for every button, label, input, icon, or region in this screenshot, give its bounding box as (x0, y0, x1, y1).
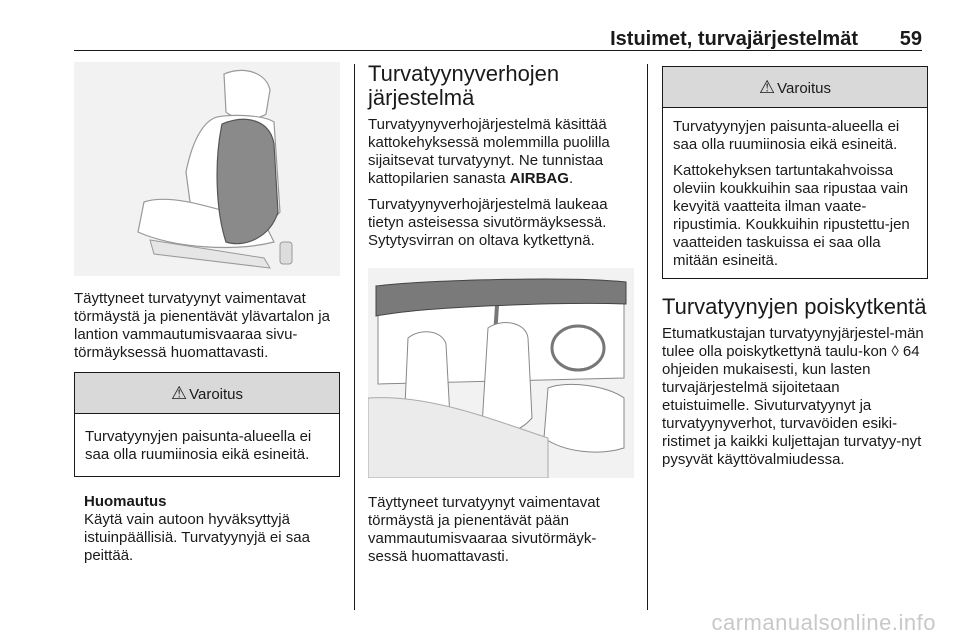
warning-title-2: Varoitus (777, 80, 832, 97)
warning-text-2: Kattokehyksen tartuntakahvoissa oleviin koukkuihin saa ripustaa vain kevyitä vaatteita ilman vaate-ripustimia. Koukkuihin ripustettu-jen vaatteiden taskuissa ei saa olla mitään esineitä. (673, 162, 910, 269)
warning-body (75, 414, 339, 476)
watermark: carmanualsonline.info (711, 610, 936, 635)
curtain-airbag-illustration (368, 268, 634, 478)
page-reference-icon: ◊ (891, 343, 899, 360)
deactivation-text-1: Etumatkustajan turvatyynyjärjestel-män tulee olla poiskytkettynä taulu-kon (662, 325, 924, 360)
column-1 (74, 62, 340, 565)
warning-text-1: Turvatyynyjen paisunta-alueella ei saa olla ruumiinosia eikä esineitä. (673, 118, 900, 153)
running-header-title: Istuimet, turvajärjestelmät (610, 28, 858, 50)
header-rule (74, 50, 922, 51)
seat-side-airbag-drawing (74, 62, 340, 276)
column-3 (662, 62, 928, 469)
warning-header-2 (663, 67, 927, 108)
section-title-curtain-airbags: Turvatyynyverhojen järjestelmä (368, 61, 560, 110)
warning-box-2 (662, 66, 928, 279)
column-divider-2 (647, 64, 648, 610)
note-title: Huomautus (84, 493, 167, 510)
deactivation-paragraph (662, 325, 928, 469)
deactivation-text-2: 64 ohjeiden mukaisesti, kun lasten turvajärjestelmä sijoitetaan etuistuimelle. Sivuturvatyynyt ja turvatyynyverhot, turvavöiden esiki-ristimet ja kaikki kuljettajan turvatyy-nyt pysyvät käyttövalmiudessa. (662, 343, 922, 468)
warning-body-2 (663, 108, 927, 278)
curtain-airbag-paragraph-2: Turvatyynyverhojärjestelmä laukeaa tietyn asteisessa sivutörmäyksessä. Sytytysvirran on oltava kytkettynä. (368, 196, 608, 249)
seat-airbag-illustration (74, 62, 340, 276)
page-number: 59 (899, 28, 922, 50)
warning-text: Turvatyynyjen paisunta-alueella ei saa olla ruumiinosia eikä esineitä. (85, 428, 312, 463)
warning-title: Varoitus (189, 386, 244, 403)
paragraph-1-end: . (568, 170, 574, 187)
car-interior-curtain-airbag-drawing (368, 268, 634, 478)
section-title-airbag-deactivation: Turvatyynyjen poiskytkentä (662, 294, 927, 319)
airbag-keyword: AIRBAG (509, 170, 569, 187)
column-divider-1 (354, 64, 355, 610)
warning-box (74, 372, 340, 477)
note-text: Käytä vain autoon hyväksyttyjä istuinpäällisiä. Turvatyynyjä ei saa peittää. (84, 511, 310, 564)
curtain-airbag-paragraph-1 (368, 116, 634, 188)
warning-header (75, 373, 339, 414)
note-block (74, 493, 340, 565)
warning-icon-2: ⚠ (758, 77, 776, 97)
figure-caption: Täyttyneet turvatyynyt vaimentavat törmäystä ja pienentävät ylävartalon ja lantion vammautumisvaaraa sivu-törmäyksessä huomattavasti. (74, 290, 330, 361)
warning-icon: ⚠ (170, 383, 188, 403)
paragraph-1-text: Turvatyynyverhojärjestelmä käsittää kattokehyksessä molemmilla puolilla sijaitsevat turvatyynyt. Ne tunnistaa kattopilarien sanasta (368, 116, 610, 187)
column-2 (368, 62, 634, 566)
figure-caption-2: Täyttyneet turvatyynyt vaimentavat törmäystä ja pienentävät pään vammautumisvaaraa sivutörmäyk-sessä huomattavasti. (368, 494, 600, 565)
